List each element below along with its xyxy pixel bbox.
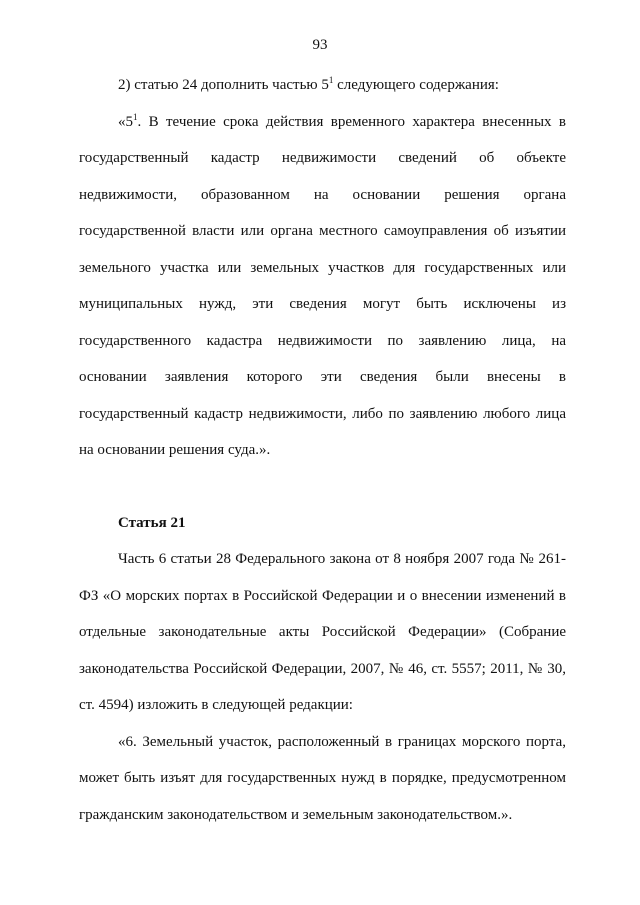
amendment-intro-superscript: 1 — [328, 75, 334, 85]
amendment-intro-paragraph — [79, 67, 566, 104]
amendment-quote-open: «5 — [118, 113, 133, 130]
amendment-intro-tail: следующего содержания: — [333, 77, 499, 93]
amendment-quote-text: . В течение срока действия временного характера внесенных в государственный кадастр недвижимости сведений об объекте недвижимости, образованном на основании решения органа государственной власти или органа местного самоуправления об изъятии земельного участка или земельных участков для государственных или муниципальных нужд, эти сведения могут быть исключены из государственного кадастра недвижимости по заявлению лица, на основании заявления которого эти сведения были внесены в государственный кадастр недвижимости, либо по заявлению любого лица на основании решения суда.». — [79, 113, 566, 458]
article-heading: Статья 21 — [118, 514, 186, 531]
article-body-paragraph: Часть 6 статьи 28 Федерального закона от 8 ноября 2007 года № 261-ФЗ «О морских портах в Российской Федерации и о внесении изменений в отдельные законодательные акты Российской Федерации» (Собрание законодательства Российской Федерации, 2007, № 46, ст. 5557; 2011, № 30, ст. 4594) изложить в следующей редакции: — [79, 551, 566, 713]
amendment-quote-paragraph — [79, 104, 566, 469]
amendment-intro-text: 2) статью 24 дополнить частью 5 — [118, 77, 329, 93]
document-body — [79, 67, 566, 833]
page-number: 93 — [312, 37, 328, 53]
amendment-quote-superscript: 1 — [133, 111, 138, 122]
article-quote-paragraph: «6. Земельный участок, расположенный в границах морского порта, может быть изъят для государственных нужд в порядке, предусмотренном гражданским законодательством и земельным законодательством.». — [79, 733, 566, 823]
